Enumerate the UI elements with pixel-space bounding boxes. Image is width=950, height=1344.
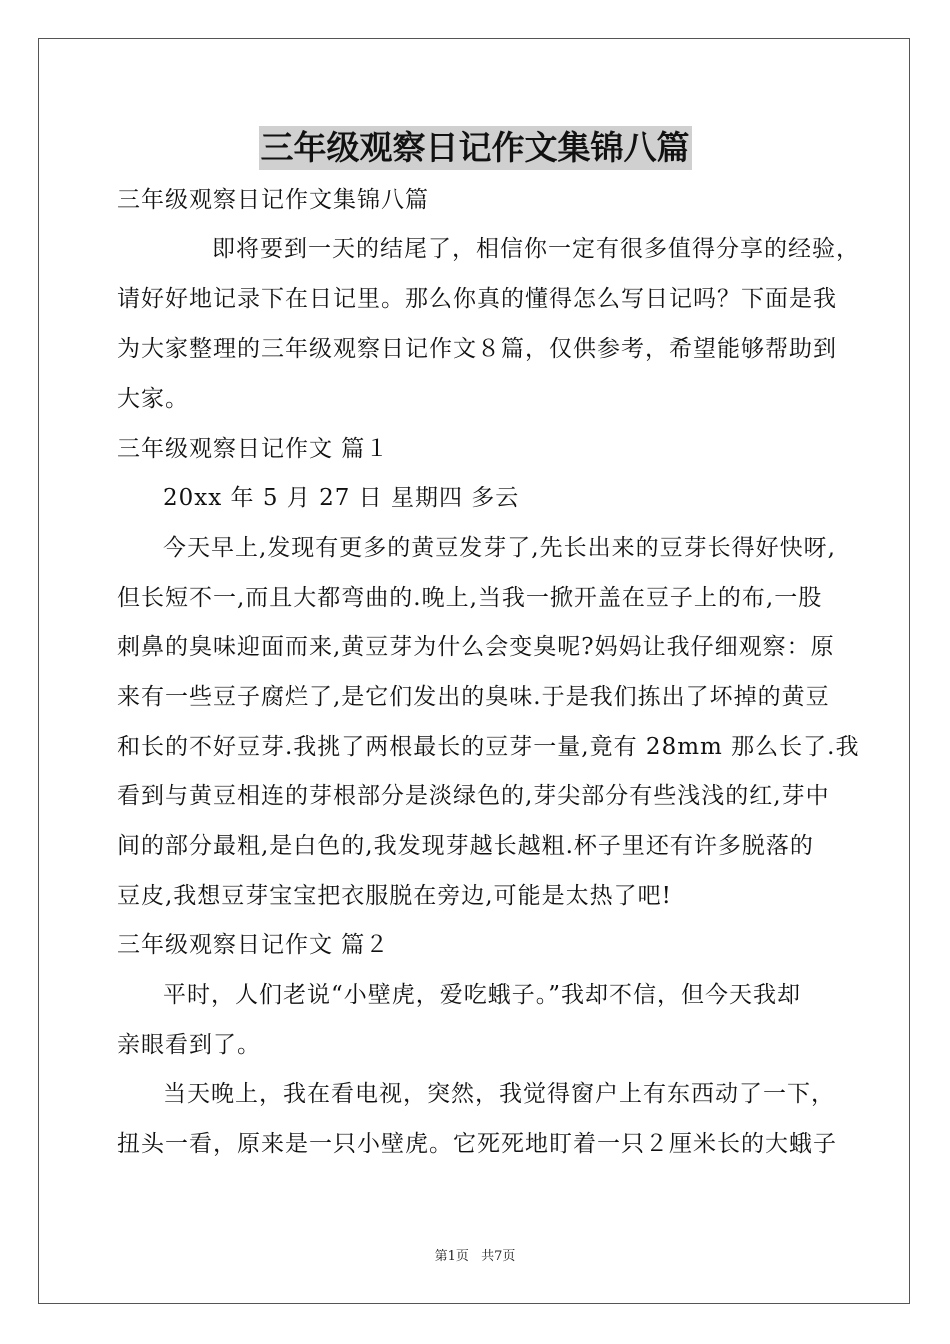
paragraph-line: 豆皮,我想豆芽宝宝把衣服脱在旁边,可能是太热了吧! — [117, 883, 672, 909]
paragraph-line: 为大家整理的三年级观察日记作文８篇，仅供参考，希望能够帮助到 — [117, 336, 837, 362]
paragraph-line: 但长短不一,而且大都弯曲的.晚上,当我一掀开盖在豆子上的布,一股 — [117, 585, 823, 611]
paragraph-line: 当天晚上，我在看电视，突然，我觉得窗户上有东西动了一下， — [163, 1081, 835, 1107]
paragraph-line: 刺鼻的臭味迎面而来,黄豆芽为什么会变臭呢?妈妈让我仔细观察：原 — [117, 634, 835, 660]
paragraph-line: 和长的不好豆芽.我挑了两根最长的豆芽一量,竟有 28mm 那么长了.我 — [117, 734, 860, 760]
paragraph-line: 今天早上,发现有更多的黄豆发芽了,先长出来的豆芽长得好快呀, — [163, 535, 836, 561]
section-heading: 三年级观察日记作文 篇２ — [117, 932, 390, 958]
page-number: 第1页 — [434, 1249, 469, 1264]
paragraph-line: 请好好地记录下在日记里。那么你真的懂得怎么写日记吗？下面是我 — [117, 286, 837, 312]
page-border — [38, 38, 910, 1304]
paragraph-line: 看到与黄豆相连的芽根部分是淡绿色的,芽尖部分有些浅浅的红,芽中 — [117, 783, 830, 809]
paragraph-line: 扭头一看，原来是一只小壁虎。它死死地盯着一只２厘米长的大蛾子 — [117, 1131, 837, 1157]
page-total: 共7页 — [481, 1249, 516, 1264]
document-title: 三年级观察日记作文集锦八篇 — [259, 126, 692, 170]
paragraph-line: 即将要到一天的结尾了，相信你一定有很多值得分享的经验， — [212, 236, 860, 262]
paragraph-line: 间的部分最粗,是白色的,我发现芽越长越粗.杯子里还有许多脱落的 — [117, 833, 814, 859]
section-heading: 三年级观察日记作文 篇１ — [117, 436, 390, 462]
paragraph-line: 平时，人们老说“小壁虎，爱吃蛾子。”我却不信，但今天我却 — [163, 982, 802, 1008]
paragraph-line: 来有一些豆子腐烂了,是它们发出的臭味.于是我们拣出了坏掉的黄豆 — [117, 684, 830, 710]
paragraph-line: 大家。 — [117, 386, 189, 412]
date-line: 20xx 年 5 月 27 日 星期四 多云 — [163, 485, 520, 511]
subtitle-line: 三年级观察日记作文集锦八篇 — [117, 187, 429, 213]
title-container — [0, 126, 950, 170]
page-footer — [0, 1249, 950, 1265]
paragraph-line: 亲眼看到了。 — [117, 1032, 261, 1058]
